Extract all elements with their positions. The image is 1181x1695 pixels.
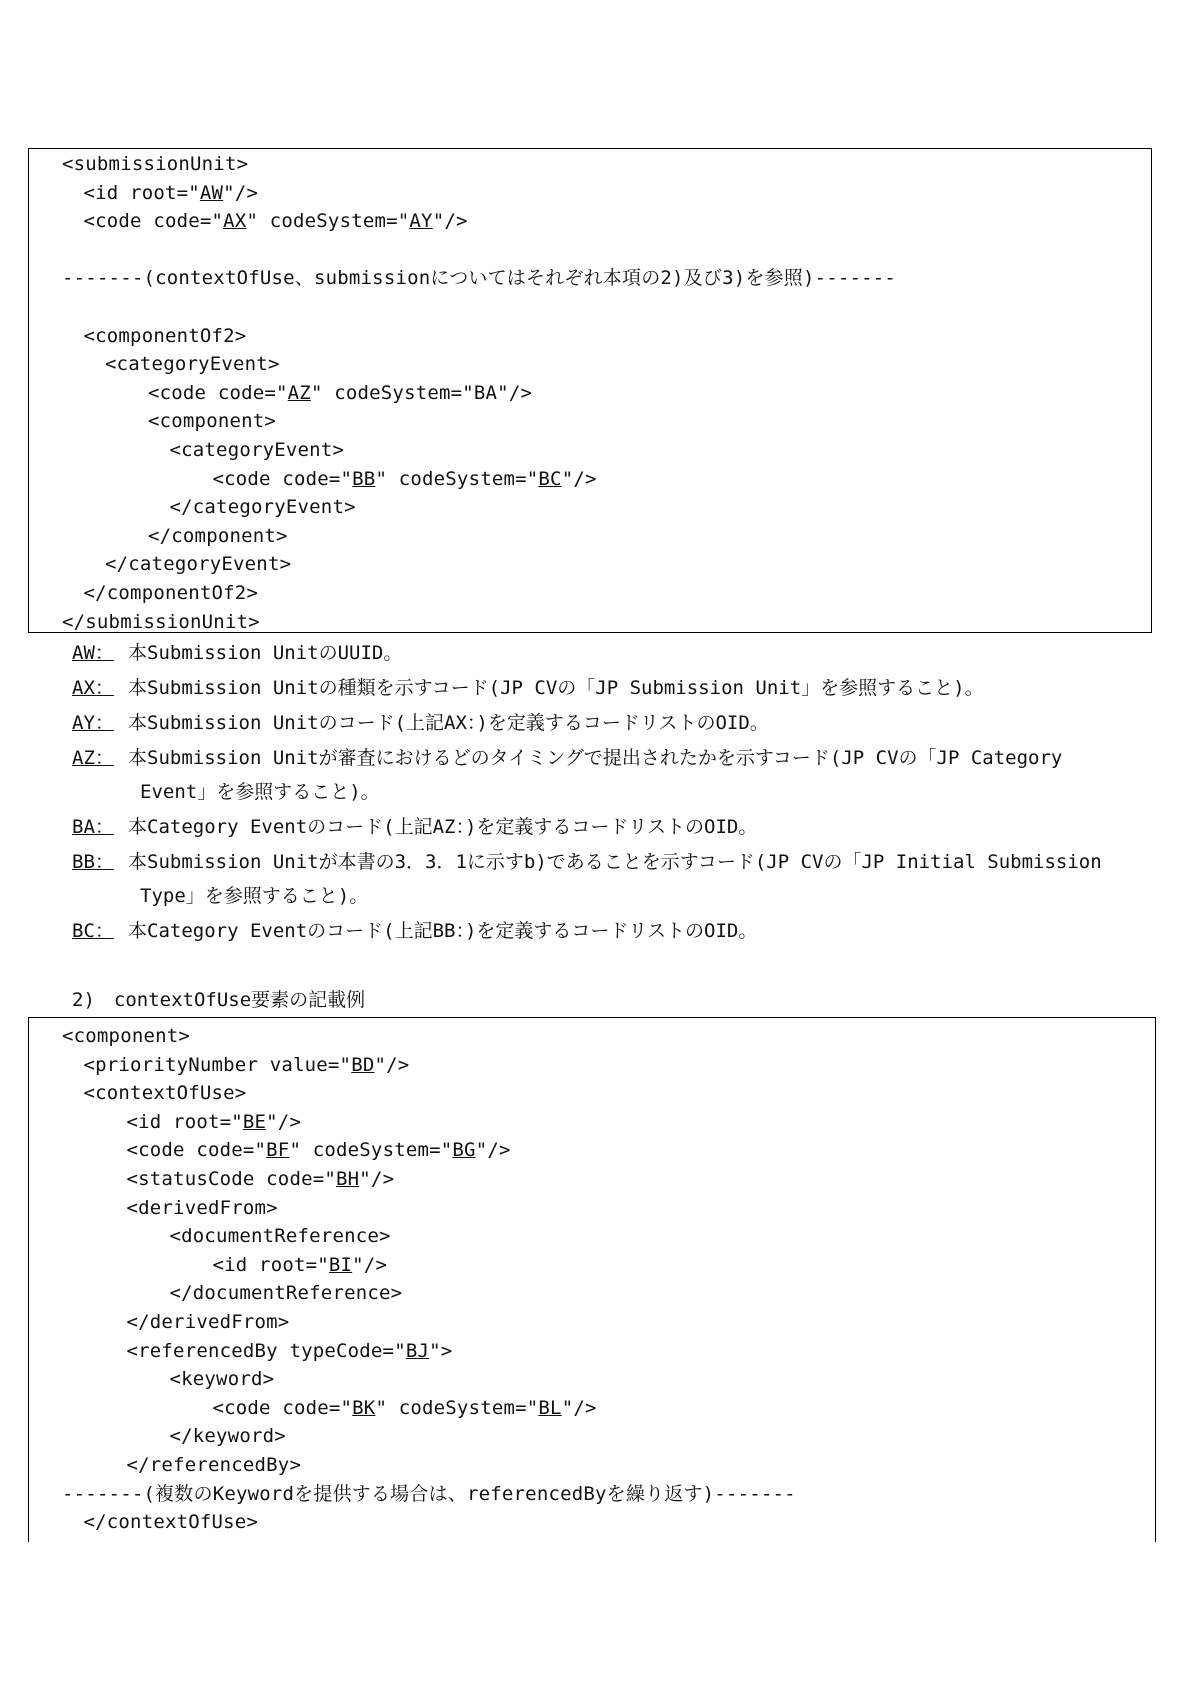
code-line [148, 379, 532, 407]
definition-key: AX： [72, 677, 114, 699]
definition-text: Type」を参照すること)。 [140, 885, 369, 907]
code-text: <code code=" [126, 1139, 267, 1162]
code-text: "/> [561, 467, 597, 490]
definition-text: 本Submission UnitのUUID。 [128, 642, 403, 664]
code-placeholder: BF [266, 1139, 290, 1162]
code-line [105, 550, 291, 578]
code-line [62, 1480, 796, 1508]
code-text: <code code=" [148, 381, 288, 404]
definition-item [72, 810, 1162, 844]
code-placeholder: AW [199, 181, 224, 204]
code-placeholder: AY [409, 210, 433, 233]
code-line [84, 207, 468, 235]
code-text: "/> [432, 210, 468, 233]
definition-text: Event」を参照すること)。 [140, 781, 380, 803]
definition-key: AW： [72, 642, 114, 664]
definition-item [72, 636, 1162, 670]
code-text: </derivedFrom> [126, 1311, 290, 1333]
code-placeholder: BB [352, 467, 376, 490]
code-line [170, 436, 345, 464]
definition-key: BA： [72, 816, 114, 838]
code-line [127, 1451, 302, 1479]
code-line [170, 1422, 286, 1450]
code-line [84, 1508, 259, 1536]
code-placeholder: BE [242, 1110, 267, 1133]
code-line [62, 1022, 190, 1050]
code-text: <code code=" [212, 1396, 353, 1419]
code-text: <priorityNumber value=" [83, 1053, 352, 1076]
code-placeholder: AX [223, 210, 247, 233]
code-placeholder: BL [538, 1396, 562, 1419]
definition-item [72, 741, 1162, 809]
section-heading: 2) contextOfUse要素の記載例 [72, 989, 366, 1011]
definition-text: 本Submission Unitの種類を示すコード(JP CVの「JP Submission Unit」を参照すること)。 [128, 677, 984, 699]
code-text: " codeSystem=" [375, 467, 539, 490]
code-line [84, 322, 247, 350]
code-line [148, 522, 288, 550]
code-text: "/> [266, 1110, 302, 1133]
code-line [213, 1394, 597, 1422]
code-line [127, 1108, 302, 1136]
code-line [170, 1365, 275, 1393]
code-line [127, 1165, 395, 1193]
code-text: "> [429, 1339, 453, 1362]
code-text: </keyword> [169, 1425, 286, 1448]
definition-item [72, 671, 1162, 705]
code-text: <derivedFrom> [126, 1196, 278, 1219]
code-placeholder: BI [328, 1253, 353, 1276]
code-text: " codeSystem=" [375, 1396, 539, 1419]
code-text: "/> [374, 1053, 410, 1076]
code-placeholder: BG [452, 1139, 476, 1162]
code-text: " codeSystem=" [289, 1139, 453, 1162]
definition-text: 本Submission Unitが審査におけるどのタイミングで提出されたかを示すコード(JP CVの「JP Category [128, 747, 1063, 769]
code-line [213, 465, 597, 493]
code-text: <code code=" [83, 210, 224, 233]
code-text: <component> [62, 1025, 191, 1047]
code-line [127, 1308, 290, 1336]
code-line [170, 493, 356, 521]
code-line [84, 1051, 410, 1079]
code-text: </submissionUnit> [62, 610, 260, 633]
code-line [127, 1194, 278, 1222]
code-text: </contextOfUse> [83, 1511, 259, 1534]
code-text: </categoryEvent> [169, 496, 356, 519]
code-text: -------(複数のKeywordを提供する場合は、referencedByを繰り返す)------- [62, 1482, 796, 1505]
definition-text: 本Category Eventのコード(上記AZ：)を定義するコードリストのOID。 [128, 816, 758, 838]
code-text: <componentOf2> [83, 324, 247, 347]
code-text: </documentReference> [169, 1282, 403, 1305]
code-placeholder: AZ [287, 381, 311, 404]
code-line [170, 1279, 403, 1307]
definition-key: AY： [72, 712, 114, 734]
code-line [127, 1337, 453, 1365]
code-text: "/> [475, 1139, 511, 1162]
code-text: -------(contextOfUse、submissionについてはそれぞれ本項の2)及び3)を参照)------- [62, 267, 897, 290]
code-text: <code code=" [212, 467, 353, 490]
code-text: </categoryEvent> [105, 553, 292, 576]
code-text: <referencedBy typeCode=" [126, 1339, 406, 1362]
definition-item [72, 845, 1162, 913]
code-placeholder: BK [352, 1396, 376, 1419]
code-text: <categoryEvent> [169, 439, 345, 461]
code-line [170, 1222, 391, 1250]
code-text: <id root=" [126, 1110, 243, 1133]
code-line [84, 1079, 247, 1107]
code-text: <documentReference> [169, 1225, 391, 1248]
code-line [213, 1251, 388, 1279]
code-placeholder: BH [336, 1168, 360, 1190]
definition-key: AZ： [72, 747, 114, 769]
code-text: </component> [148, 524, 288, 547]
code-line [84, 179, 259, 207]
code-text: <component> [148, 410, 277, 433]
code-text: " codeSystem="BA"/> [310, 381, 533, 404]
definition-text: 本Submission Unitのコード(上記AX：)を定義するコードリストのOID。 [128, 712, 769, 734]
definition-key: BB： [72, 851, 114, 873]
code-placeholder: BJ [405, 1339, 430, 1362]
code-text: <submissionUnit> [62, 153, 249, 175]
definition-text: 本Category Eventのコード(上記BB：)を定義するコードリストのOID。 [128, 920, 758, 942]
code-line [62, 150, 248, 178]
code-line [105, 350, 280, 378]
definition-key: BC： [72, 920, 114, 942]
code-text: <contextOfUse> [83, 1082, 247, 1105]
code-text: <id root=" [212, 1253, 329, 1276]
code-text: </componentOf2> [83, 582, 259, 604]
code-line [127, 1136, 511, 1164]
code-text: <id root=" [83, 181, 200, 204]
code-line [62, 264, 896, 292]
code-text: "/> [223, 181, 259, 204]
code-placeholder: BD [351, 1053, 375, 1076]
code-placeholder: BC [538, 467, 562, 490]
code-text: "/> [359, 1168, 395, 1190]
definition-item [72, 706, 1162, 740]
code-text: " codeSystem=" [246, 210, 410, 233]
code-line [148, 407, 276, 435]
code-line [84, 579, 259, 607]
code-text: "/> [352, 1253, 388, 1276]
code-text: "/> [561, 1396, 597, 1419]
code-text: <categoryEvent> [105, 353, 280, 376]
code-text: </referencedBy> [126, 1454, 302, 1476]
code-text: <statusCode code=" [126, 1168, 337, 1190]
definition-item [72, 914, 1162, 948]
code-text: <keyword> [169, 1368, 275, 1391]
code-line [62, 608, 260, 636]
definition-text: 本Submission Unitが本書の3．3．1に示すb)であることを示すコード(JP CVの「JP Initial Submission [128, 851, 1102, 873]
